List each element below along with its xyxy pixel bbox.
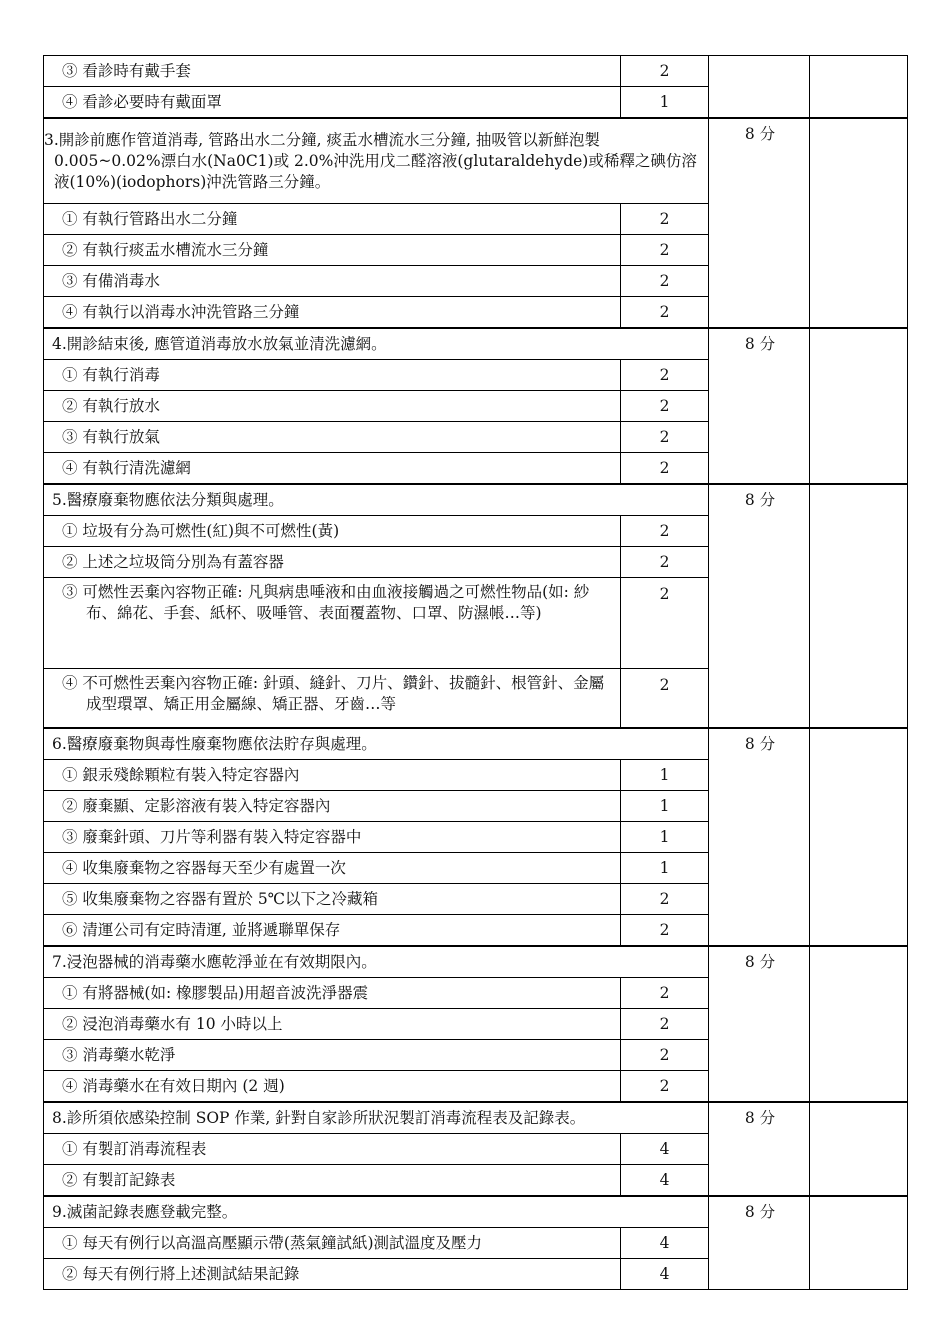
criterion-row <box>44 1102 908 1134</box>
criterion-row <box>44 484 908 516</box>
item-score: 2 <box>621 547 709 578</box>
item-score: 2 <box>621 1040 709 1071</box>
criterion-total: 8 分 <box>709 118 810 328</box>
item-score: 2 <box>621 235 709 266</box>
item-text: ② 有製訂記錄表 <box>44 1165 621 1197</box>
item-text: ③ 有備消毒水 <box>44 266 621 297</box>
item-score: 2 <box>621 204 709 235</box>
criterion-total: 8 分 <box>709 484 810 728</box>
remark-cell <box>810 1196 908 1290</box>
item-text: ② 廢棄顯、定影溶液有裝入特定容器內 <box>44 791 621 822</box>
item-score: 2 <box>621 516 709 547</box>
item-score: 2 <box>621 915 709 947</box>
criterion-title: 8.診所須依感染控制 SOP 作業, 針對自家診所狀況製訂消毒流程表及記錄表。 <box>44 1102 709 1134</box>
criterion-title: 6.醫療廢棄物與毒性廢棄物應依法貯存與處理。 <box>44 728 709 760</box>
remark-cell <box>810 118 908 328</box>
criterion-row <box>44 728 908 760</box>
item-text: ④ 有執行清洗濾網 <box>44 453 621 485</box>
remark-cell <box>810 946 908 1102</box>
item-score: 2 <box>621 422 709 453</box>
item-text: ③ 看診時有戴手套 <box>44 56 621 87</box>
item-text: ④ 不可燃性丟棄內容物正確: 針頭、縫針、刀片、鑽針、拔髓針、根管針、金屬成型環罩、矯正用金屬線、矯正器、牙齒…等 <box>44 669 621 729</box>
item-score: 1 <box>621 791 709 822</box>
criterion-total: 8 分 <box>709 1102 810 1196</box>
item-score: 2 <box>621 391 709 422</box>
item-score: 2 <box>621 453 709 485</box>
criterion-row <box>44 1196 908 1228</box>
table-row <box>44 56 908 87</box>
item-text: ④ 消毒藥水在有效日期內 (2 週) <box>44 1071 621 1103</box>
item-score: 2 <box>621 56 709 87</box>
criterion-title: 7.浸泡器械的消毒藥水應乾淨並在有效期限內。 <box>44 946 709 978</box>
item-score: 1 <box>621 87 709 119</box>
item-score: 4 <box>621 1228 709 1259</box>
criterion-total: 8 分 <box>709 328 810 484</box>
item-score: 4 <box>621 1259 709 1290</box>
item-text: ③ 有執行放氣 <box>44 422 621 453</box>
item-text: ⑤ 收集廢棄物之容器有置於 5℃以下之冷藏箱 <box>44 884 621 915</box>
criterion-row <box>44 946 908 978</box>
item-text: ⑥ 清運公司有定時清運, 並將遞聯單保存 <box>44 915 621 947</box>
criterion-title: 5.醫療廢棄物應依法分類與處理。 <box>44 484 709 516</box>
item-text: ③ 廢棄針頭、刀片等利器有裝入特定容器中 <box>44 822 621 853</box>
item-text: ② 浸泡消毒藥水有 10 小時以上 <box>44 1009 621 1040</box>
criterion-total: 8 分 <box>709 728 810 946</box>
criterion-row <box>44 118 908 204</box>
checklist-table <box>43 55 908 1290</box>
criterion-title: 9.滅菌記錄表應登載完整。 <box>44 1196 709 1228</box>
item-text: ① 有執行管路出水二分鐘 <box>44 204 621 235</box>
item-score: 1 <box>621 760 709 791</box>
item-score: 4 <box>621 1165 709 1197</box>
item-score: 2 <box>621 266 709 297</box>
item-score: 2 <box>621 1071 709 1103</box>
item-text: ① 有將器械(如: 橡膠製品)用超音波洗淨器震 <box>44 978 621 1009</box>
item-score: 2 <box>621 1009 709 1040</box>
item-text: ① 垃圾有分為可燃性(紅)與不可燃性(黃) <box>44 516 621 547</box>
item-score: 2 <box>621 978 709 1009</box>
item-text: ② 有執行放水 <box>44 391 621 422</box>
item-text: ② 每天有例行將上述測試結果記錄 <box>44 1259 621 1290</box>
item-score: 1 <box>621 853 709 884</box>
item-score: 4 <box>621 1134 709 1165</box>
remark-cell <box>810 56 908 119</box>
remark-cell <box>810 1102 908 1196</box>
item-text: ③ 消毒藥水乾淨 <box>44 1040 621 1071</box>
checklist-sheet <box>43 55 907 1290</box>
item-score: 2 <box>621 884 709 915</box>
item-score: 2 <box>621 360 709 391</box>
criterion-total: 8 分 <box>709 946 810 1102</box>
criterion-total: 8 分 <box>709 1196 810 1290</box>
item-text: ① 每天有例行以高溫高壓顯示帶(蒸氣鐘試紙)測試溫度及壓力 <box>44 1228 621 1259</box>
item-text: ① 銀汞殘餘顆粒有裝入特定容器內 <box>44 760 621 791</box>
item-text: ④ 有執行以消毒水沖洗管路三分鐘 <box>44 297 621 329</box>
item-score: 2 <box>621 297 709 329</box>
remark-cell <box>810 728 908 946</box>
criterion-title: 3.開診前應作管道消毒, 管路出水二分鐘, 痰盂水槽流水三分鐘, 抽吸管以新鮮泡製 0.005~0.02%漂白水(Na0C1)或 2.0%沖洗用戊二醛溶液(glutaraldehyde)或稀釋之碘仿溶液(10%)(iodophors)沖洗管路三分鐘。 <box>44 118 709 204</box>
item-text: ① 有執行消毒 <box>44 360 621 391</box>
criterion-row <box>44 328 908 360</box>
criterion-title: 4.開診結束後, 應管道消毒放水放氣並清洗濾網。 <box>44 328 709 360</box>
item-text: ② 有執行痰盂水槽流水三分鐘 <box>44 235 621 266</box>
item-text: ④ 收集廢棄物之容器每天至少有處置一次 <box>44 853 621 884</box>
item-score: 1 <box>621 822 709 853</box>
remark-cell <box>810 484 908 728</box>
item-score: 2 <box>621 669 709 729</box>
item-text: ② 上述之垃圾筒分別為有蓋容器 <box>44 547 621 578</box>
item-text: ③ 可燃性丟棄內容物正確: 凡與病患唾液和由血液接觸過之可燃性物品(如: 紗布、綿花、手套、紙杯、吸唾管、表面覆蓋物、口罩、防濕帳…等) <box>44 578 621 669</box>
item-text: ④ 看診必要時有戴面罩 <box>44 87 621 119</box>
item-text: ① 有製訂消毒流程表 <box>44 1134 621 1165</box>
remark-cell <box>810 328 908 484</box>
item-score: 2 <box>621 578 709 669</box>
total-cell <box>709 56 810 119</box>
